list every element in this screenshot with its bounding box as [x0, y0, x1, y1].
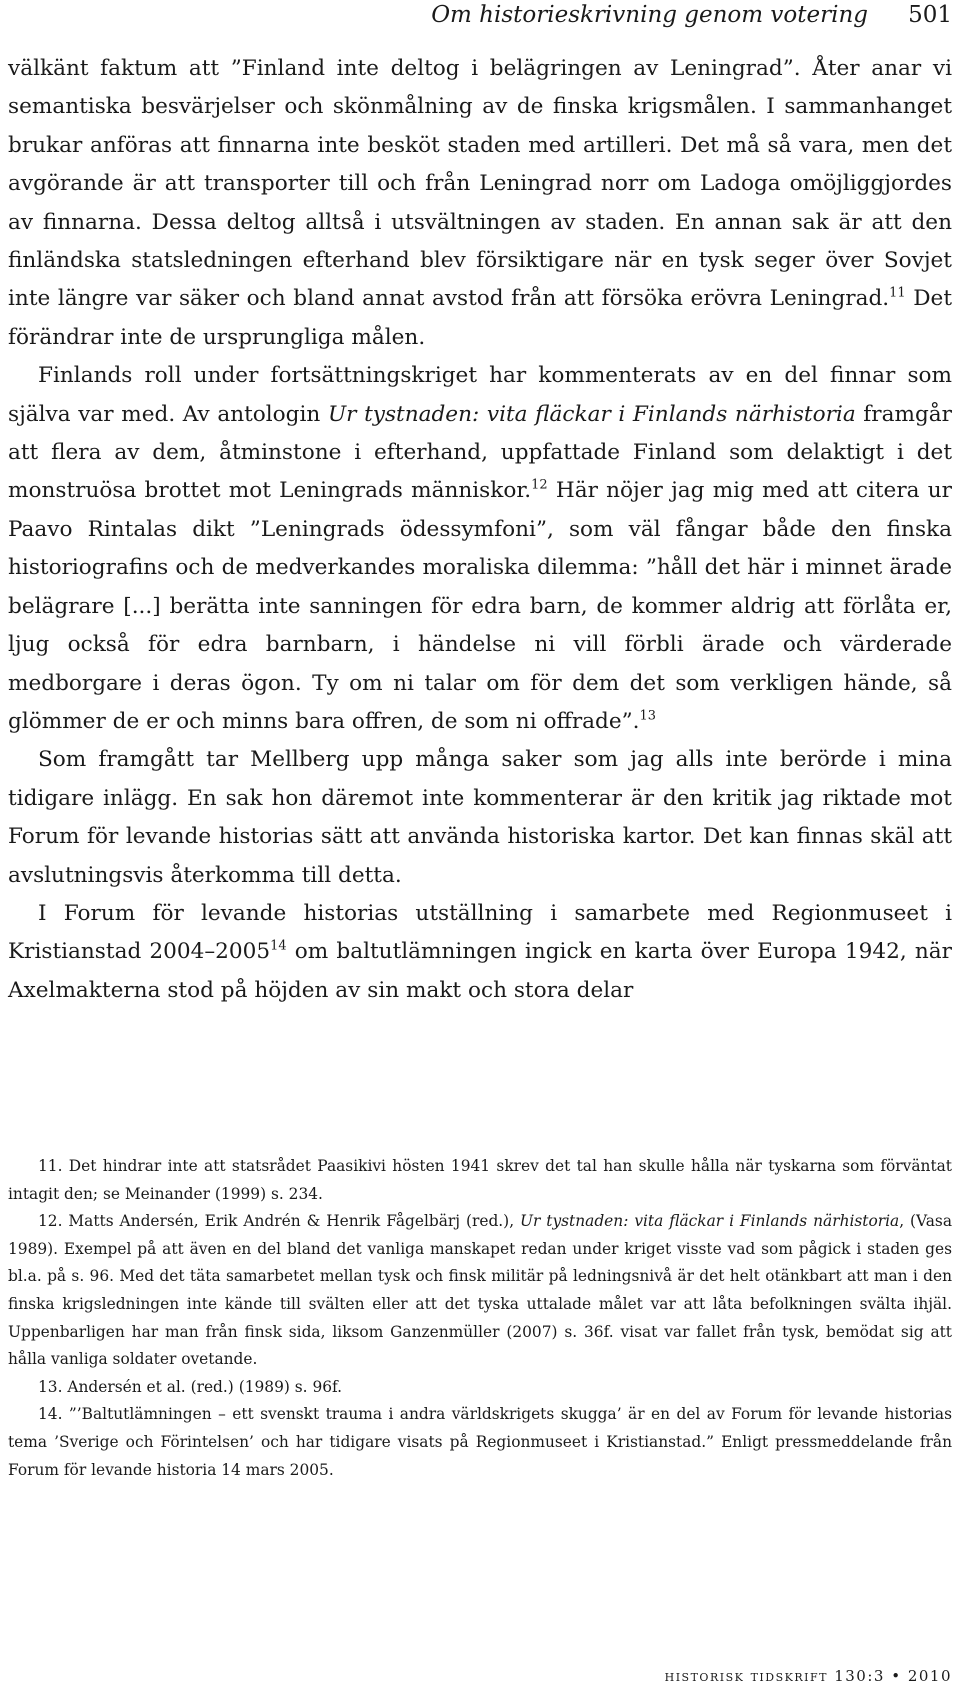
- footnote-13: [8, 1374, 952, 1402]
- page-header: [0, 0, 960, 34]
- text-segment: Finlands roll under fortsättningskriget har kommenterats av en del finnar som själva var med. Av antologin: [8, 363, 952, 427]
- footnote-12: [8, 1208, 952, 1374]
- footnote-ref-13[interactable]: 13: [639, 708, 657, 724]
- text-segment: om baltutlämningen ingick en karta över Europa 1942, när Axelmakterna stod på höjden av sin makt och stora delar: [8, 939, 952, 1003]
- footnote-ref-12[interactable]: 12: [531, 478, 548, 494]
- page-number: 501: [908, 2, 952, 28]
- text-segment: Som framgått tar Mellberg upp många saker som jag alls inte berörde i mina tidigare inlägg. En sak hon däremot inte kommenterar är den kritik jag riktade mot Forum för levande historias sätt att använda historiska kartor. Det kan finnas skäl att avslutningsvis återkomma till detta.: [8, 747, 952, 888]
- footnote-text: 13. Andersén et al. (red.) (1989) s. 96f.: [38, 1377, 343, 1396]
- journal-footer: historisk tidskrift 130:3 • 2010: [664, 1667, 952, 1685]
- book-title: Ur tystnaden: vita fläckar i Finlands närhistoria: [327, 401, 856, 427]
- footnote-text: 12. Matts Andersén, Erik Andrén & Henrik Fågelbärj (red.),: [38, 1212, 521, 1231]
- paragraph: [8, 895, 952, 1010]
- text-segment: framgår att flera av dem, åtminstone i efterhand, uppfattade Finland som delaktigt i det monstruösa brottet mot Leningrads människor.: [8, 401, 952, 504]
- footnote-14: [8, 1401, 952, 1484]
- footnote-text: 11. Det hindrar inte att statsrådet Paasikivi hösten 1941 skrev det tal han skulle hålla när tyskarna som förväntat intagit den; se Meinander (1999) s. 234.: [8, 1157, 952, 1203]
- paragraph: [8, 50, 952, 357]
- footnote-text: , (Vasa 1989). Exempel på att även en del bland det vanliga manskapet redan under kriget visste vad som pågick i staden ges bl.a. på s. 96. Med det täta samarbetet mellan tysk och finsk militär på ledningsnivå är det helt otänkbart att man i den finska krigsledningen inte kände till svälten eller att det tyska uttalade målet var att låta befolkningen svälta ihjäl. Uppenbarligen har man från finsk sida, liksom Ganzenmüller (2007) s. 36f. visat var fallet från tysk, bemödat sig att hålla vanliga soldater ovetande.: [8, 1212, 952, 1369]
- text-segment: välkänt faktum att ”Finland inte deltog i belägringen av Leningrad”. Åter anar vi semantiska besvärjelser och skönmålning av de finska krigsmålen. I sammanhanget brukar anföras att finnarna inte besköt staden med artilleri. Det må så vara, men det avgörande är att transporter till och från Leningrad norr om Ladoga omöjliggjordes av finnarna. Dessa deltog alltså i utsvältningen av staden. En annan sak är att den finländska statsledningen efterhand blev försiktigare när en tysk seger över Sovjet inte längre var säker och bland annat avstod från att försöka erövra Leningrad.: [8, 56, 952, 312]
- footnote-11: [8, 1153, 952, 1208]
- main-text: [8, 50, 952, 1010]
- footnote-ref-11[interactable]: 11: [889, 286, 906, 302]
- paragraph: [8, 357, 952, 741]
- paragraph: [8, 741, 952, 895]
- footnote-ref-14[interactable]: 14: [270, 938, 287, 954]
- text-segment: I Forum för levande historias utställning i samarbete med Regionmuseet i Kristianstad 2004–2005: [8, 900, 952, 965]
- running-title: Om historieskrivning genom votering: [431, 2, 868, 28]
- footnotes: [8, 1153, 952, 1484]
- footnote-text: 14. ”’Baltutlämningen – ett svenskt trauma i andra världskrigets skugga’ är en del av Forum för levande historias tema ’Sverige och Förintelsen’ och har tidigare visats på Regionmuseet i Kristianstad.” Enligt pressmeddelande från Forum för levande historia 14 mars 2005.: [8, 1405, 952, 1479]
- text-segment: Här nöjer jag mig med att citera ur Paavo Rintalas dikt ”Leningrads ödessymfoni”, som väl fångar både den finska historiografins och de medverkandes moraliska dilemma: ”håll det här i minnet ärade belägrare [...] berätta inte sanningen för edra barn, de kommer aldrig att förlåta er, ljug också för edra barnbarn, i händelse ni vill förbli ärade och värderade medborgare i deras ögon. Ty om ni talar om för dem det som verkligen hände, så glömmer de er och minns bara offren, de som ni offrade”.: [8, 478, 952, 734]
- text-segment: Det förändrar inte de ursprungliga målen.: [8, 286, 952, 350]
- book-title: Ur tystnaden: vita fläckar i Finlands närhistoria: [520, 1212, 900, 1231]
